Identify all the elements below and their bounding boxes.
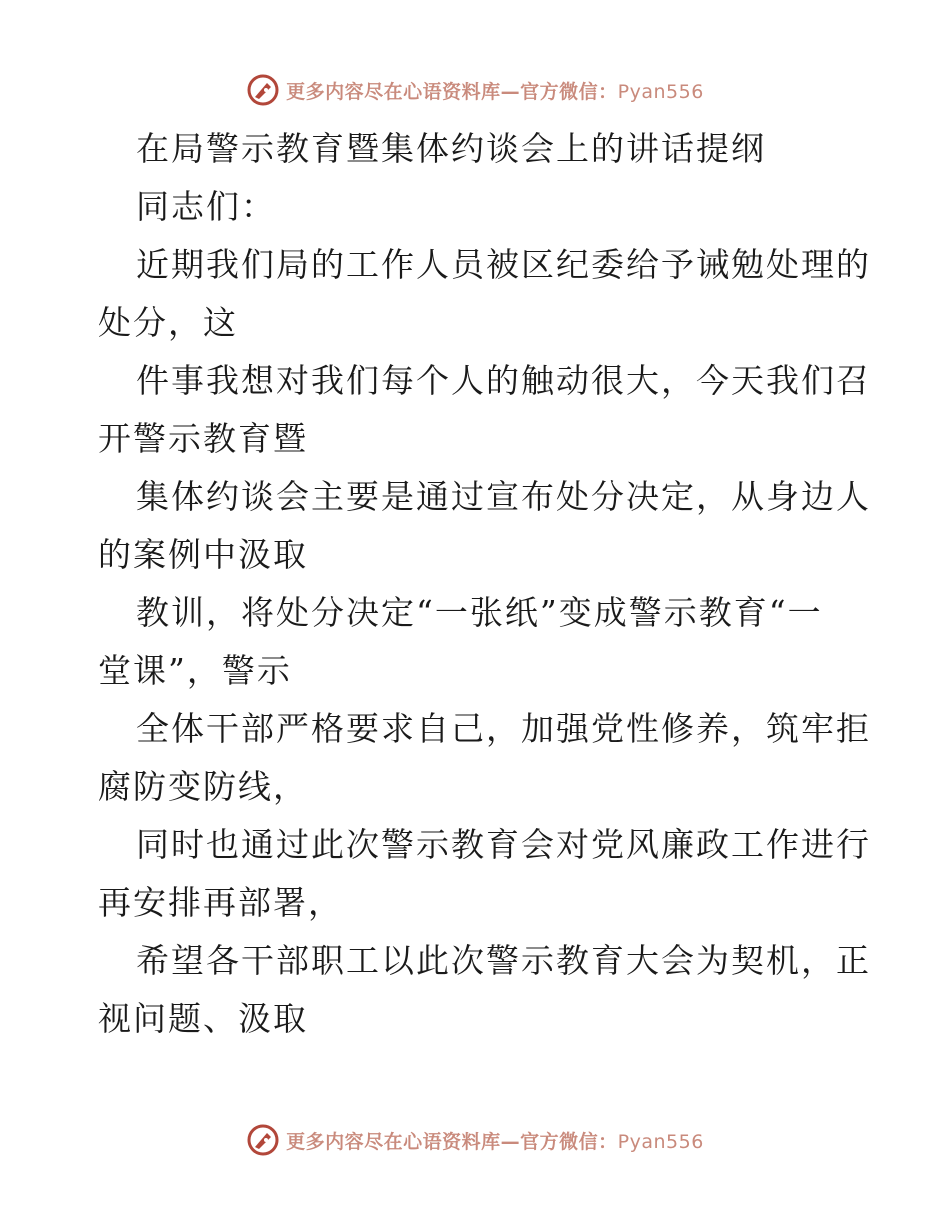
paragraph-line: 同时也通过此次警示教育会对党风廉政工作进行 (136, 825, 871, 864)
watermark-id: Pyan556 (617, 80, 704, 103)
paragraph-line: 希望各干部职工以此次警示教育大会为契机，正 (136, 941, 871, 980)
pen-nib-seal-icon (246, 1123, 280, 1157)
paragraph-line: 集体约谈会主要是通过宣布处分决定，从身边人 (136, 477, 871, 516)
document-title: 在局警示教育暨集体约谈会上的讲话提纲 (136, 129, 766, 168)
watermark-text: 更多内容尽在心语资料库—官方微信：Pyan556 (286, 80, 704, 103)
paragraph-line: 再安排再部署， (98, 883, 343, 922)
paragraph-line: 视问题、汲取 (98, 999, 308, 1038)
pen-nib-seal-icon (246, 73, 280, 107)
document-body (98, 120, 871, 1048)
paragraph-line: 开警示教育暨 (98, 419, 308, 458)
paragraph-line: 堂课”，警示 (98, 651, 292, 690)
paragraph-line: 件事我想对我们每个人的触动很大，今天我们召 (136, 361, 871, 400)
watermark-text: 更多内容尽在心语资料库—官方微信：Pyan556 (286, 1130, 704, 1153)
paragraph-line: 腐防变防线， (98, 767, 308, 806)
paragraph-line: 近期我们局的工作人员被区纪委给予诫勉处理的 (136, 245, 871, 284)
watermark-id: Pyan556 (617, 1130, 704, 1153)
paragraph-line: 同志们： (136, 187, 276, 226)
paragraph-line: 全体干部严格要求自己，加强党性修养，筑牢拒 (136, 709, 871, 748)
paragraph-line: 教训，将处分决定“一张纸”变成警示教育“一 (136, 593, 823, 632)
footer-watermark (0, 1120, 950, 1160)
paragraph-line: 处分，这 (98, 303, 238, 342)
paragraph-line: 的案例中汲取 (98, 535, 308, 574)
header-watermark (0, 70, 950, 110)
